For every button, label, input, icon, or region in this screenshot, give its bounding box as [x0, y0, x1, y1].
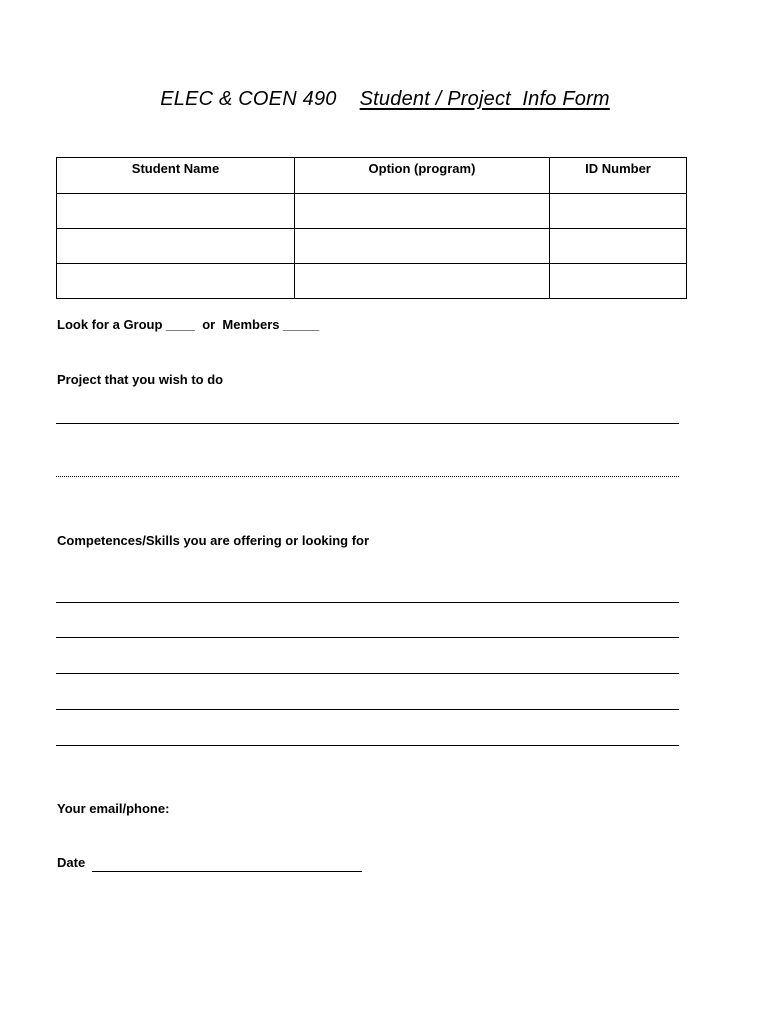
id-number-cell[interactable]: [550, 194, 687, 229]
student-table-header-row: [57, 158, 687, 194]
table-row: [57, 194, 687, 229]
option-program-cell[interactable]: [295, 229, 550, 264]
student-name-cell[interactable]: [57, 194, 295, 229]
date-label: Date: [57, 855, 86, 870]
option-program-cell[interactable]: [295, 264, 550, 299]
form-title-name: Student / Project Info Form: [359, 88, 610, 110]
id-number-cell[interactable]: [550, 229, 687, 264]
header-student-name: Student Name: [57, 158, 295, 194]
skills-label: Competences/Skills you are offering or looking for: [57, 533, 370, 548]
project-line[interactable]: [56, 423, 679, 424]
skills-line[interactable]: [56, 673, 679, 674]
skills-line[interactable]: [56, 709, 679, 710]
option-program-cell[interactable]: [295, 194, 550, 229]
table-row: [57, 229, 687, 264]
project-line[interactable]: [56, 476, 679, 477]
form-title: [0, 88, 770, 111]
form-title-course: ELEC & COEN 490: [160, 88, 337, 110]
table-row: [57, 264, 687, 299]
header-option-program: Option (program): [295, 158, 550, 194]
student-table: [56, 157, 687, 299]
date-line[interactable]: [92, 871, 362, 872]
header-id-number: ID Number: [550, 158, 687, 194]
student-name-cell[interactable]: [57, 229, 295, 264]
skills-line[interactable]: [56, 602, 679, 603]
project-label: Project that you wish to do: [57, 372, 224, 387]
id-number-cell[interactable]: [550, 264, 687, 299]
contact-label: Your email/phone:: [57, 801, 170, 816]
student-name-cell[interactable]: [57, 264, 295, 299]
skills-line[interactable]: [56, 637, 679, 638]
skills-line[interactable]: [56, 745, 679, 746]
look-for-group-label: Look for a Group ____ or Members _____: [57, 317, 320, 332]
